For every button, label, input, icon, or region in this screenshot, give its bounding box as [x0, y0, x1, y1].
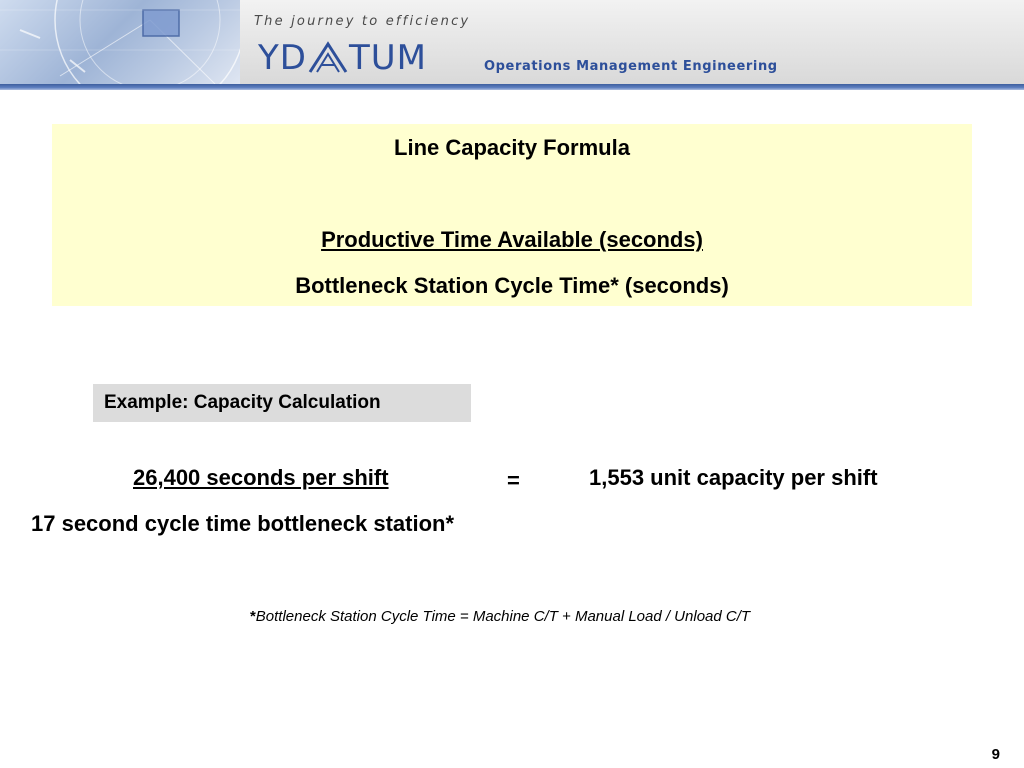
formula-denominator: Bottleneck Station Cycle Time* (seconds) — [295, 273, 729, 298]
formula-title: Line Capacity Formula — [394, 135, 630, 160]
header-rule — [0, 84, 1024, 90]
example-equals: = — [507, 468, 520, 493]
tagline: The journey to efficiency — [254, 14, 471, 29]
header-subtitle: Operations Management Engineering — [484, 59, 778, 74]
example-denominator: 17 second cycle time bottleneck station* — [31, 511, 455, 536]
example-label: Example: Capacity Calculation — [93, 384, 471, 422]
clock-icon — [0, 0, 240, 84]
formula-box — [52, 124, 972, 306]
example-result: 1,553 unit capacity per shift — [589, 465, 878, 490]
slide-header — [0, 0, 1024, 90]
ydatum-logo — [258, 40, 427, 81]
logo-text-right: TUM — [348, 38, 427, 78]
footnote — [0, 608, 1000, 625]
logo-triangle-icon — [308, 40, 348, 81]
example-numerator: 26,400 seconds per shift — [133, 465, 389, 490]
header-clock-graphic — [0, 0, 240, 84]
page-number: 9 — [991, 746, 1000, 763]
footnote-text: Bottleneck Station Cycle Time = Machine C/T + Manual Load / Unload C/T — [255, 608, 751, 625]
formula-numerator: Productive Time Available (seconds) — [321, 227, 703, 252]
footnote-marker: * — [249, 608, 256, 625]
logo-text-left: YD — [258, 38, 307, 78]
